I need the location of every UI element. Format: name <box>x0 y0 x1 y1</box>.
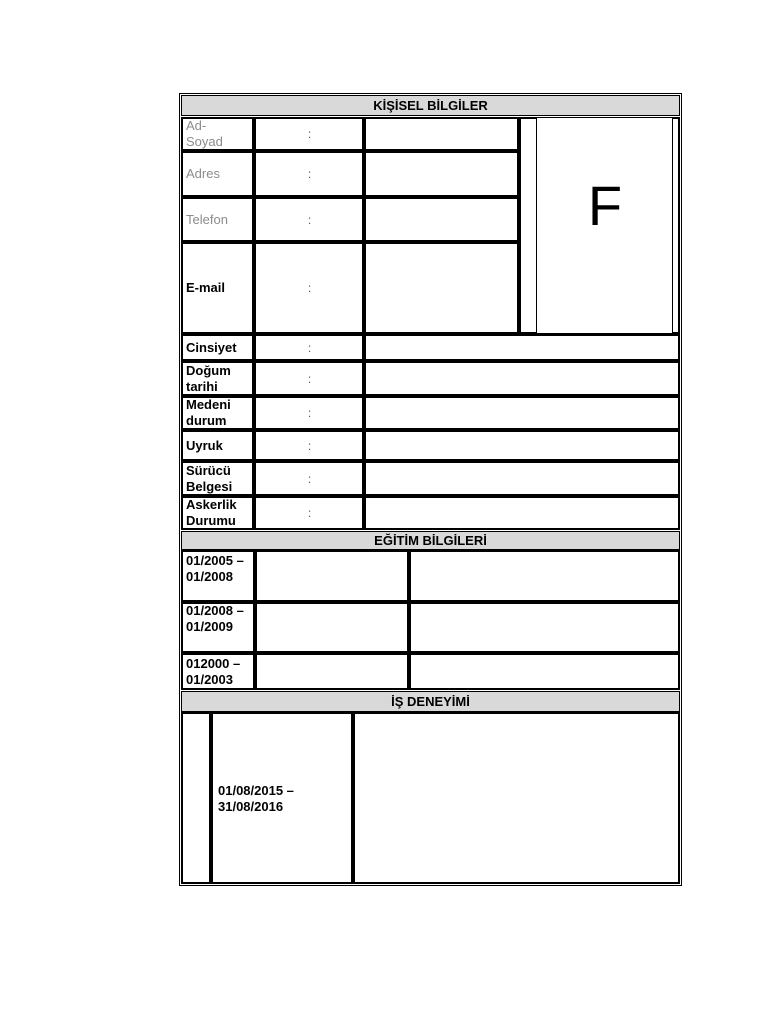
value-cell <box>364 151 519 197</box>
education-detail-cell <box>409 602 680 653</box>
field-label-address: Adres <box>186 166 220 181</box>
field-separator: : <box>307 471 312 486</box>
value-cell <box>364 242 519 334</box>
field-separator: : <box>307 167 312 181</box>
value-cell <box>364 334 680 361</box>
section-header-experience <box>181 691 680 712</box>
photo-placeholder-text: F <box>587 174 623 237</box>
field-separator: : <box>307 371 312 386</box>
experience-date: 01/08/2015 – 31/08/2016 <box>218 783 294 814</box>
value-cell <box>364 396 680 430</box>
field-separator: : <box>307 406 312 420</box>
value-cell <box>364 461 680 496</box>
field-label-gender: Cinsiyet <box>186 339 237 355</box>
field-label-nationality: Uyruk <box>186 437 223 453</box>
value-cell <box>364 430 680 461</box>
education-date: 012000 – 01/2003 <box>186 656 241 687</box>
field-separator: : <box>307 340 312 355</box>
field-label-driving-license: Sürücü Belgesi <box>186 462 233 494</box>
field-label-email: E-mail <box>186 280 226 295</box>
field-label-phone: Telefon <box>186 211 228 227</box>
field-label-birthdate: Doğum tarihi <box>186 362 231 394</box>
section-title: KİŞİSEL BİLGİLER <box>373 98 488 113</box>
education-school-cell <box>255 550 409 602</box>
field-separator: : <box>307 281 312 295</box>
value-cell <box>364 197 519 242</box>
field-label-military-status: Askerlik Durumu <box>186 497 237 528</box>
field-label-name: Ad- Soyad <box>186 118 223 149</box>
field-separator: : <box>307 127 312 141</box>
value-cell <box>364 117 519 151</box>
section-title: EĞİTİM BİLGİLERİ <box>374 533 487 548</box>
field-separator: : <box>307 212 312 227</box>
section-header-education <box>181 531 680 550</box>
education-date: 01/2008 – 01/2009 <box>186 603 244 634</box>
value-cell <box>364 496 680 530</box>
value-cell <box>364 361 680 396</box>
education-school-cell <box>255 602 409 653</box>
education-detail-cell <box>409 550 680 602</box>
education-school-cell <box>255 653 409 690</box>
field-separator: : <box>307 438 312 453</box>
field-separator: : <box>307 506 312 520</box>
experience-index-cell <box>181 712 211 884</box>
education-date: 01/2005 – 01/2008 <box>186 553 244 584</box>
section-title: İŞ DENEYİMİ <box>391 694 470 709</box>
experience-detail-cell <box>353 712 680 884</box>
field-label-marital-status: Medeni durum <box>186 397 231 428</box>
section-header-personal <box>181 95 680 116</box>
education-detail-cell <box>409 653 680 690</box>
